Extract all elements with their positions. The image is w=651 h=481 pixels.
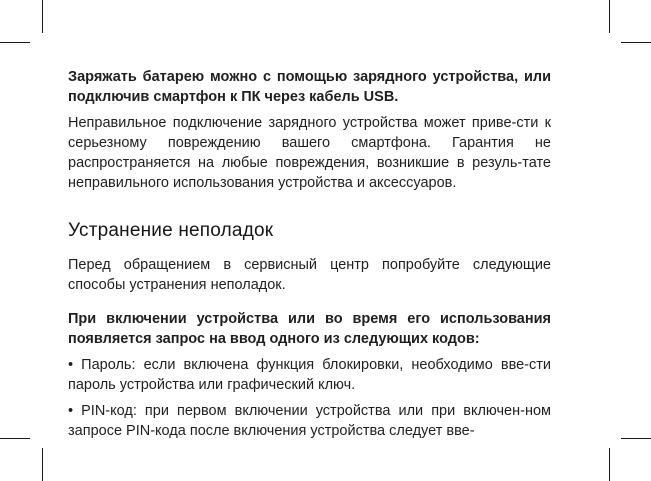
charging-warning-paragraph: Неправильное подключение зарядного устройства может приве-сти к серьезному повреждению вашего смартфона. Гарантия не распространяется на любые повреждения, возникшие в резуль-тате неправильного использования устройства и аксессуаров. [68,115,551,191]
section-heading-troubleshooting: Устранение неполадок [68,220,274,241]
bullet-password: • Пароль: если включена функция блокировки, необходимо вве-сти пароль устройства или графический ключ. [68,357,551,393]
crop-mark-bottom-right-horizontal [621,438,651,439]
troubleshooting-intro-paragraph: Перед обращением в сервисный центр попробуйте следующие способы устранения неполадок. [68,257,551,293]
crop-mark-bottom-left-vertical [42,448,43,481]
crop-mark-top-right-vertical [609,0,610,33]
manual-page-content [68,67,551,441]
crop-mark-top-left-horizontal [0,42,30,43]
codes-subheading: При включении устройства или во время его использования появляется запрос на ввод одного из следующих кодов: [68,311,551,347]
bullet-pin-code: • PIN-код: при первом включении устройства или при включен-ном запросе PIN-кода после включения устройства следует вве- [68,403,551,439]
crop-mark-bottom-left-horizontal [0,438,30,439]
charging-intro-bold: Заряжать батарею можно с помощью зарядного устройства, или подключив смартфон к ПК через кабель USB. [68,69,551,105]
crop-mark-top-left-vertical [42,0,43,33]
crop-mark-bottom-right-vertical [609,448,610,481]
crop-mark-top-right-horizontal [621,42,651,43]
